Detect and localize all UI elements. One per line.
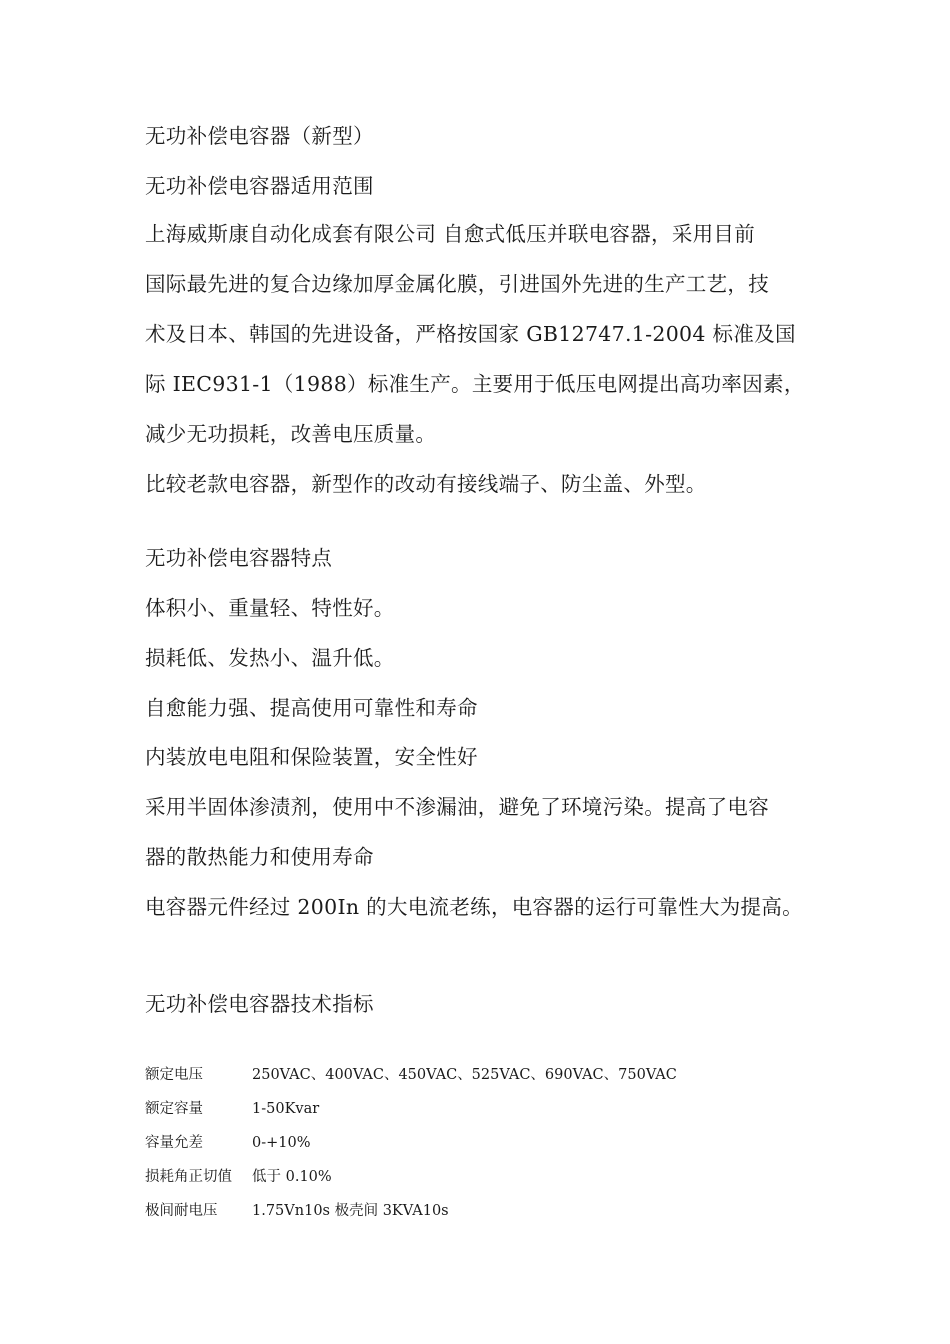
feature-item: 体积小、重量轻、特性好。	[145, 596, 395, 620]
spec-value-loss-tangent: 低于 0.10%	[252, 1169, 332, 1185]
scope-paragraph-line: 上海威斯康自动化成套有限公司 自愈式低压并联电容器，采用目前	[145, 222, 756, 246]
features-heading: 无功补偿电容器特点	[145, 546, 333, 570]
spec-label-rated-voltage: 额定电压	[145, 1067, 203, 1083]
feature-item: 采用半固体渗渍剂，使用中不渗漏油，避免了环境污染。提高了电容	[145, 795, 769, 819]
spec-label-rated-capacity: 额定容量	[145, 1101, 203, 1117]
spec-value-rated-capacity: 1-50Kvar	[252, 1101, 320, 1117]
document-title: 无功补偿电容器（新型）	[145, 124, 374, 148]
spec-value-withstand-voltage: 1.75Vn10s 极壳间 3KVA10s	[252, 1203, 449, 1219]
feature-item: 自愈能力强、提高使用可靠性和寿命	[145, 696, 478, 720]
feature-item: 器的散热能力和使用寿命	[145, 845, 374, 869]
scope-paragraph-line: 术及日本、韩国的先进设备，严格按国家 GB12747.1-2004 标准及国	[145, 322, 796, 346]
feature-item: 内装放电电阻和保险装置，安全性好	[145, 745, 478, 769]
scope-heading: 无功补偿电容器适用范围	[145, 174, 374, 198]
spec-label-capacity-tolerance: 容量允差	[145, 1135, 203, 1151]
scope-note: 比较老款电容器，新型作的改动有接线端子、防尘盖、外型。	[145, 472, 707, 496]
specs-heading: 无功补偿电容器技术指标	[145, 992, 374, 1016]
spec-value-rated-voltage: 250VAC、400VAC、450VAC、525VAC、690VAC、750VAC	[252, 1067, 677, 1083]
feature-item: 损耗低、发热小、温升低。	[145, 646, 395, 670]
spec-label-withstand-voltage: 极间耐电压	[145, 1203, 218, 1219]
feature-item: 电容器元件经过 200In 的大电流老练，电容器的运行可靠性大为提高。	[145, 895, 803, 919]
scope-paragraph-line: 国际最先进的复合边缘加厚金属化膜，引进国外先进的生产工艺，技	[145, 272, 769, 296]
scope-paragraph-line: 际 IEC931-1（1988）标准生产。主要用于低压电网提出高功率因素，	[145, 372, 805, 396]
spec-value-capacity-tolerance: 0-+10%	[252, 1135, 311, 1151]
scope-paragraph-line: 减少无功损耗，改善电压质量。	[145, 422, 437, 446]
spec-label-loss-tangent: 损耗角正切值	[145, 1169, 232, 1185]
